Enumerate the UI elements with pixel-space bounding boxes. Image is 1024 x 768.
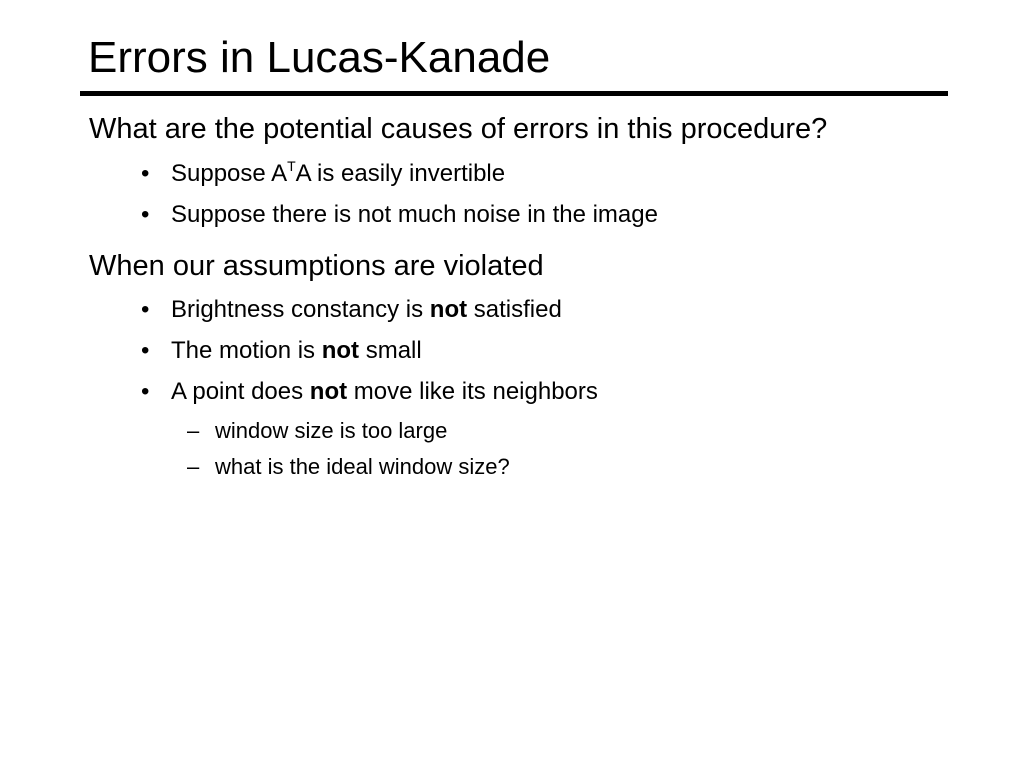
bullet-item-neighbors <box>141 377 598 407</box>
bullet-text-pre: Brightness constancy is <box>171 296 430 323</box>
bullet-icon: • <box>141 337 150 364</box>
bullet-icon: • <box>141 201 150 228</box>
bullet-item-noise <box>141 200 658 230</box>
bullet-item-invertible <box>141 158 506 189</box>
bullet-icon: • <box>141 378 150 405</box>
bullet-text: Suppose there is not much noise in the image <box>171 201 658 228</box>
title-underline <box>80 91 948 96</box>
bullet-icon: • <box>141 160 150 187</box>
bullet-text-post: A is easily invertible <box>295 160 506 187</box>
superscript-t: T <box>287 158 296 174</box>
subitem-text: window size is too large <box>215 418 448 443</box>
dash-icon: – <box>187 454 200 479</box>
bullet-text-bold: not <box>321 337 360 364</box>
bullet-text-bold: not <box>429 296 468 323</box>
bullet-text-post: small <box>359 337 422 364</box>
bullet-icon: • <box>141 296 150 323</box>
section-heading-errors: What are the potential causes of errors in this procedure? <box>89 113 828 145</box>
bullet-text-post: move like its neighbors <box>347 378 598 405</box>
section-heading-assumptions: When our assumptions are violated <box>89 250 544 282</box>
bullet-text-pre: Suppose A <box>171 160 288 187</box>
dash-icon: – <box>187 418 200 443</box>
subitem-text: what is the ideal window size? <box>215 454 510 479</box>
bullet-item-brightness <box>141 295 562 325</box>
bullet-text-post: satisfied <box>467 296 562 323</box>
bullet-text-pre: A point does <box>171 378 310 405</box>
bullet-text-bold: not <box>309 378 348 405</box>
subitem-window-ideal <box>187 453 510 481</box>
bullet-text-pre: The motion is <box>171 337 322 364</box>
bullet-item-motion <box>141 336 422 366</box>
subitem-window-large <box>187 417 448 445</box>
slide-title: Errors in Lucas-Kanade <box>88 33 551 82</box>
